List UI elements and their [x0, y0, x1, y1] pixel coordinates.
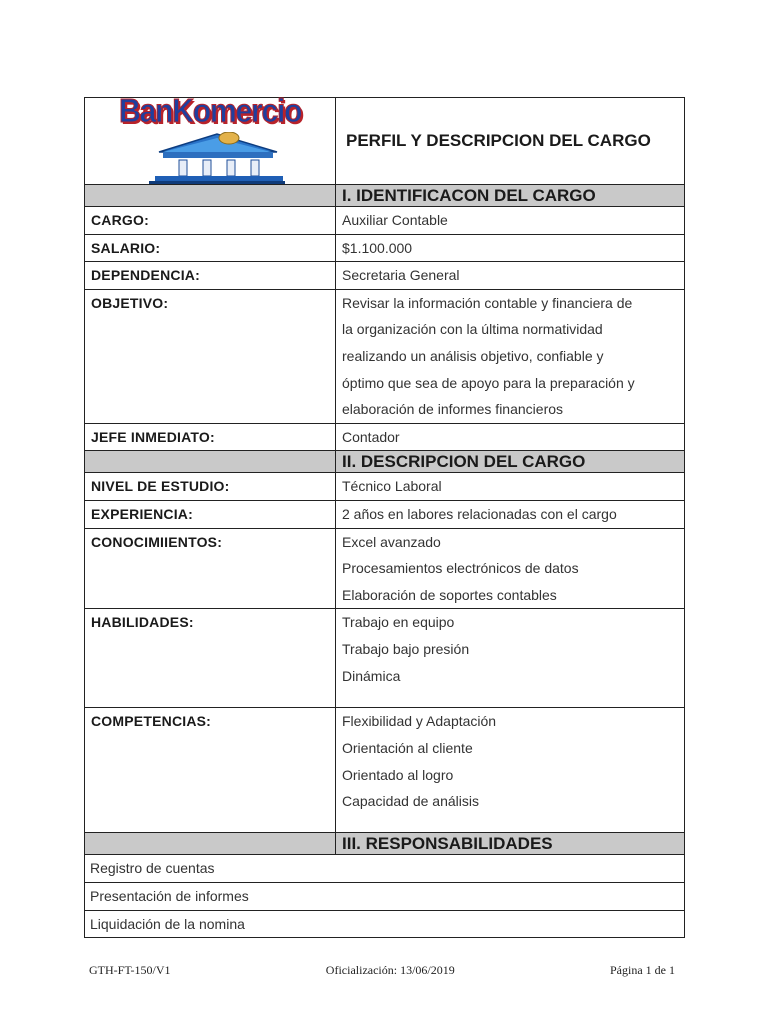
competencias-line: Capacidad de análisis: [342, 793, 479, 810]
label-objetivo: OBJETIVO:: [85, 289, 336, 423]
document-title: PERFIL Y DESCRIPCION DEL CARGO: [336, 98, 685, 185]
section-header-descripcion: [85, 451, 685, 473]
section-header-identificacion: [85, 185, 685, 207]
page-footer: [89, 963, 675, 978]
footer-document-code: GTH-FT-150/V1: [89, 963, 171, 977]
row-objetivo: [85, 289, 685, 423]
row-cargo: [85, 207, 685, 235]
value-objetivo: [336, 289, 685, 423]
row-responsabilidad: [85, 882, 685, 910]
value-cargo: Auxiliar Contable: [336, 207, 685, 235]
label-habilidades: HABILIDADES:: [85, 609, 336, 708]
label-competencias: COMPETENCIAS:: [85, 708, 336, 833]
section-title-descripcion: II. DESCRIPCION DEL CARGO: [336, 451, 685, 473]
objetivo-line: la organización con la última normatividad: [342, 321, 603, 338]
section-blank-cell: [85, 451, 336, 473]
row-responsabilidad: [85, 855, 685, 883]
row-responsabilidad: [85, 910, 685, 938]
conocimientos-line: Excel avanzado: [342, 533, 441, 550]
row-experiencia: [85, 500, 685, 528]
label-conocimientos: CONOCIMIIENTOS:: [85, 528, 336, 609]
responsabilidad-item: Liquidación de la nomina: [85, 910, 685, 938]
competencias-line: Orientado al logro: [342, 766, 454, 783]
logo-cell: [85, 92, 336, 185]
section-title-responsabilidades: III. RESPONSABILIDADES: [336, 833, 685, 855]
value-conocimientos: [336, 528, 685, 609]
competencias-line: Flexibilidad y Adaptación: [342, 713, 497, 730]
footer-page-number: Página 1 de 1: [610, 963, 675, 977]
conocimientos-line: Procesamientos electrónicos de datos: [342, 560, 579, 577]
habilidades-line: Trabajo en equipo: [342, 614, 455, 631]
bank-building-icon: [149, 132, 285, 184]
conocimientos-line: Elaboración de soportes contables: [342, 586, 557, 603]
objetivo-line: óptimo que sea de apoyo para la preparación y: [342, 374, 635, 391]
responsabilidad-item: Registro de cuentas: [85, 855, 685, 883]
habilidades-line: Trabajo bajo presión: [342, 640, 470, 657]
section-title-identificacion: I. IDENTIFICACON DEL CARGO: [336, 185, 685, 207]
label-salario: SALARIO:: [85, 234, 336, 262]
value-habilidades: [336, 609, 685, 708]
section-blank-cell: [85, 833, 336, 855]
row-salario: [85, 234, 685, 262]
value-jefe-inmediato: Contador: [336, 423, 685, 451]
row-conocimientos: [85, 528, 685, 609]
row-competencias: [85, 708, 685, 833]
value-salario: $1.100.000: [336, 234, 685, 262]
label-dependencia: DEPENDENCIA:: [85, 262, 336, 290]
value-experiencia: 2 años en labores relacionadas con el cargo: [336, 500, 685, 528]
objetivo-line: realizando un análisis objetivo, confiable y: [342, 347, 604, 364]
header-row: [85, 98, 685, 185]
competencias-line: Orientación al cliente: [342, 739, 473, 756]
job-profile-table: [84, 92, 685, 938]
value-competencias: [336, 708, 685, 833]
value-dependencia: Secretaria General: [336, 262, 685, 290]
bankomercio-logo-text: BanKomercio: [119, 92, 302, 129]
row-habilidades: [85, 609, 685, 708]
section-header-responsabilidades: [85, 833, 685, 855]
responsabilidad-item: Presentación de informes: [85, 882, 685, 910]
label-jefe-inmediato: JEFE INMEDIATO:: [85, 423, 336, 451]
job-profile-document: [84, 92, 685, 938]
row-dependencia: [85, 262, 685, 290]
section-blank-cell: [85, 185, 336, 207]
objetivo-line: Revisar la información contable y financiera de: [342, 294, 633, 311]
label-cargo: CARGO:: [85, 207, 336, 235]
label-experiencia: EXPERIENCIA:: [85, 500, 336, 528]
label-nivel-estudio: NIVEL DE ESTUDIO:: [85, 473, 336, 501]
row-jefe-inmediato: [85, 423, 685, 451]
value-nivel-estudio: Técnico Laboral: [336, 473, 685, 501]
row-nivel-estudio: [85, 473, 685, 501]
habilidades-line: Dinámica: [342, 667, 401, 684]
footer-date: Oficialización: 13/06/2019: [325, 963, 455, 977]
objetivo-line: elaboración de informes financieros: [342, 401, 564, 418]
